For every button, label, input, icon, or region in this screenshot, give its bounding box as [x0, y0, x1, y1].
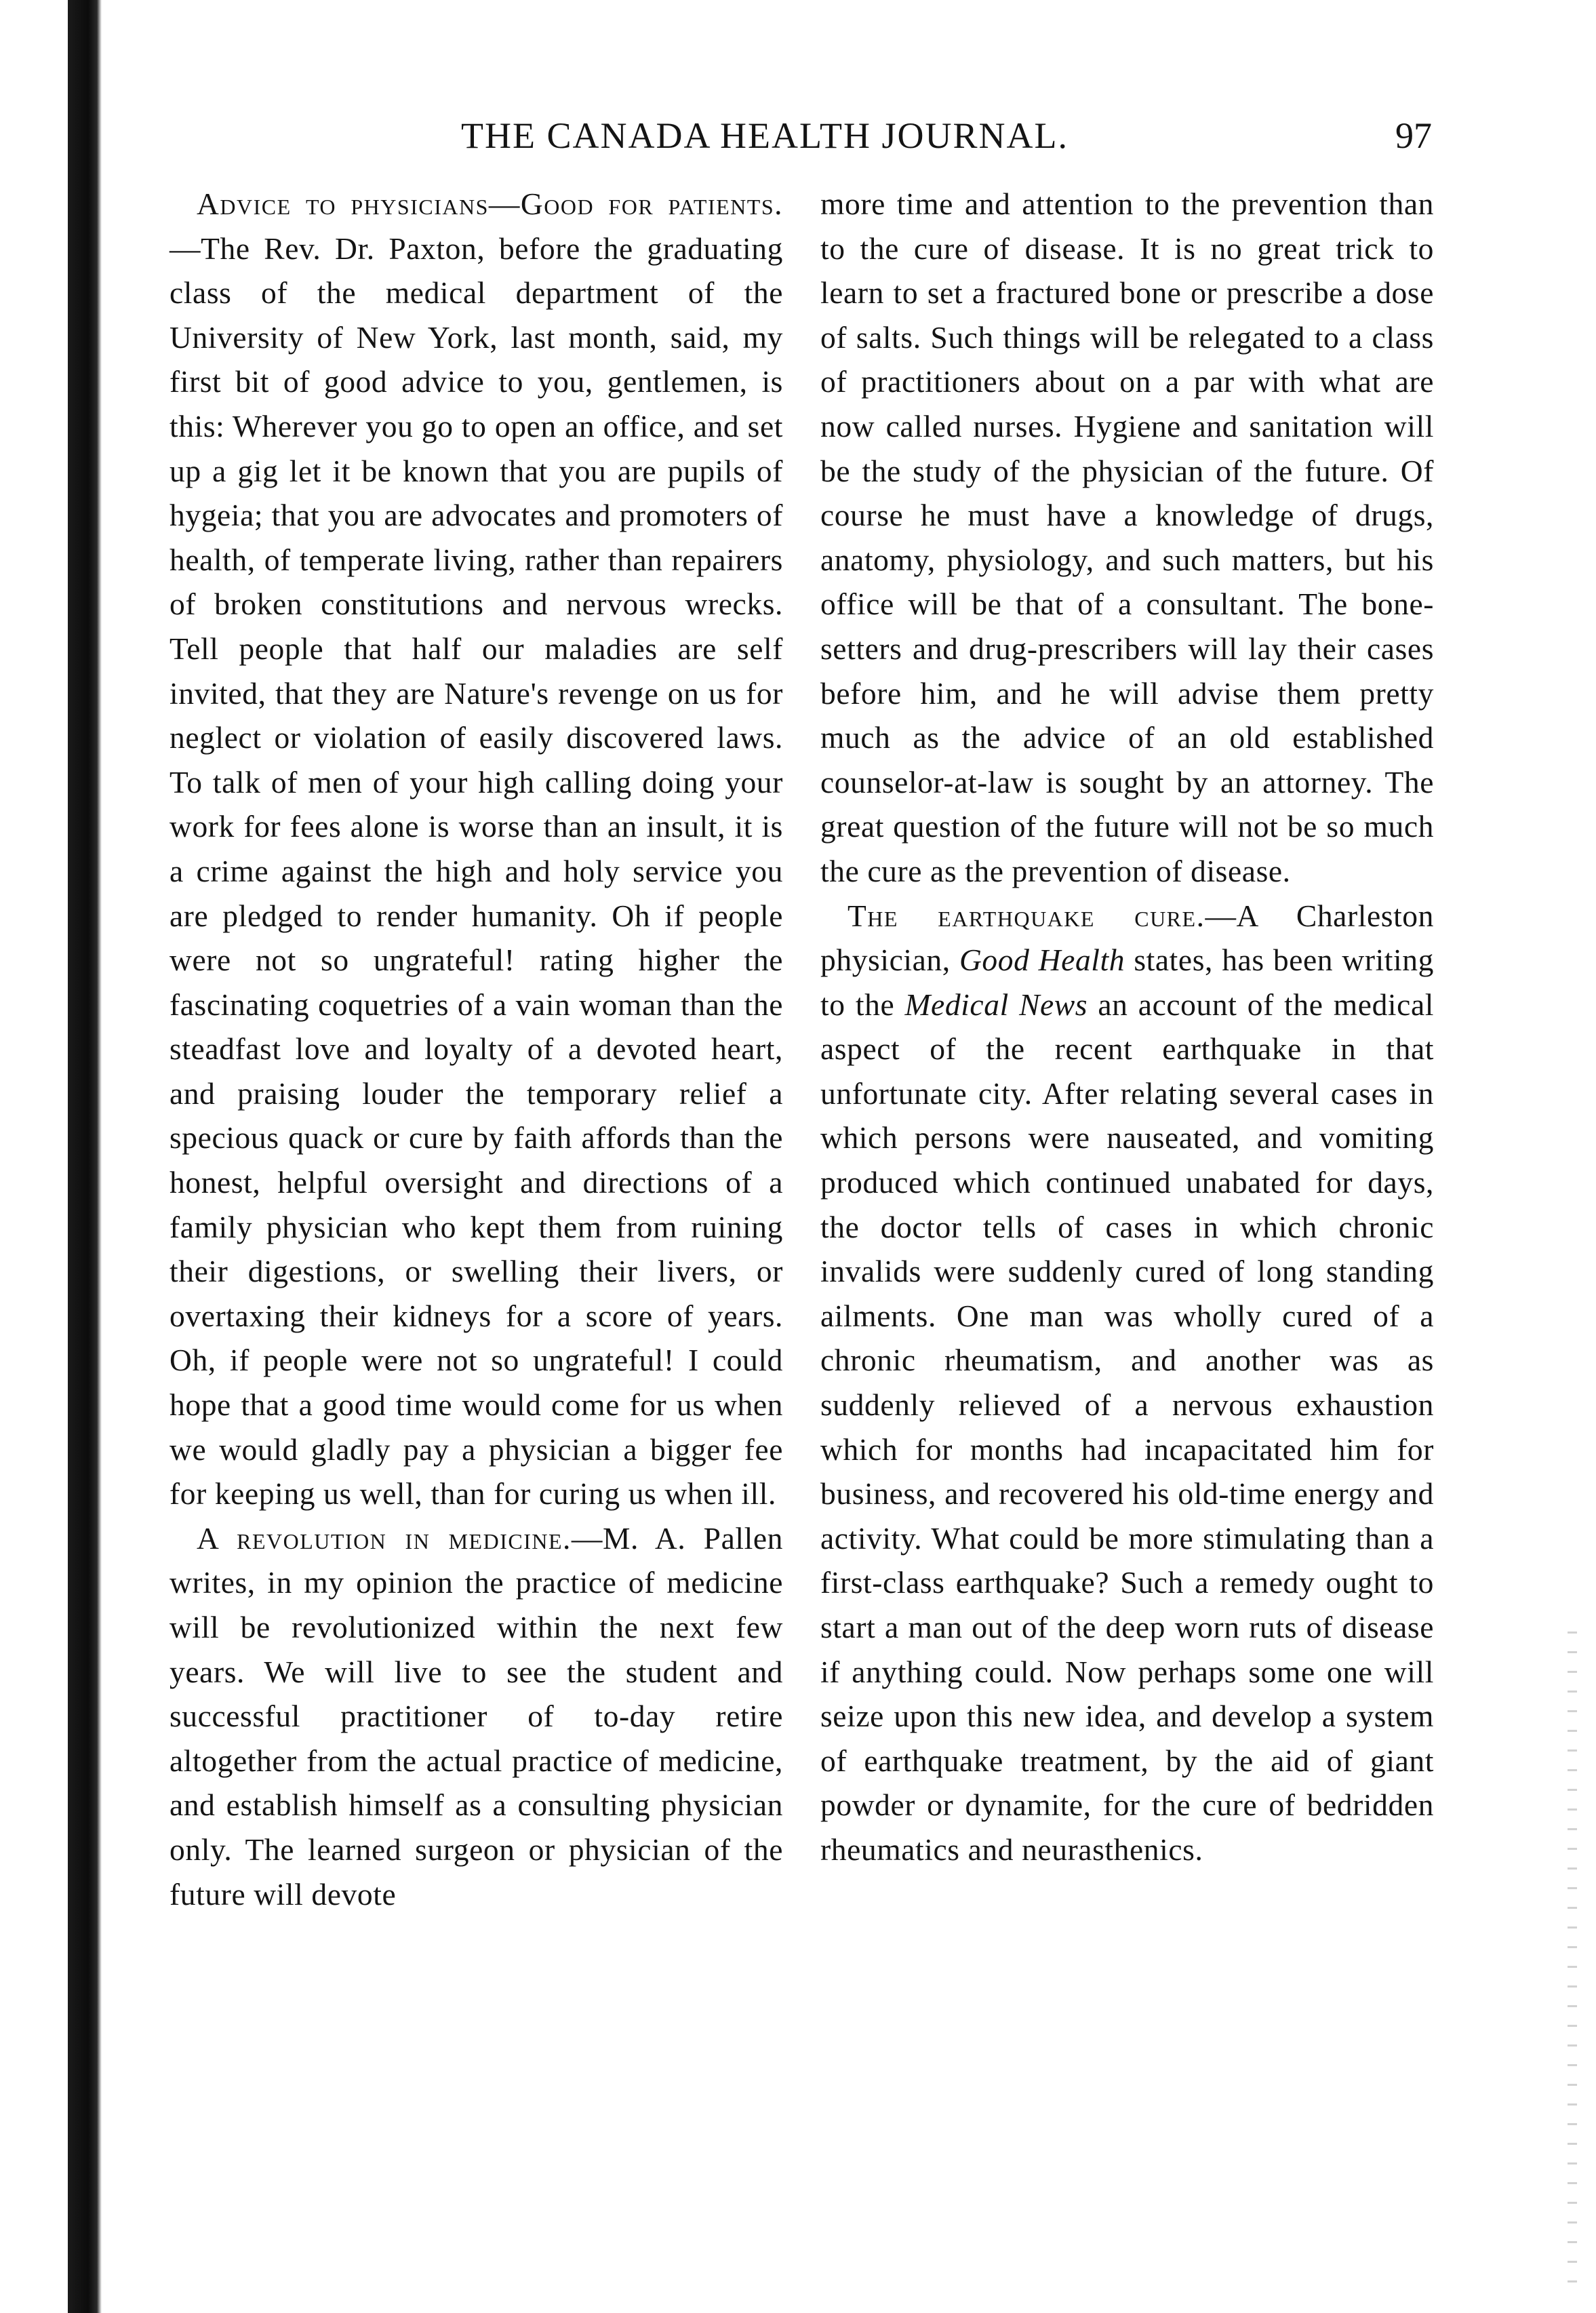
- page-binding-edge: [0, 0, 102, 2313]
- article-body-continued: more time and attention to the prevention than to the cure of disease. It is no great trick to learn to set a fractured bone or prescribe a dose of salts. Such things will be relegated to a class of practitioners about on a par with what are now called nurses. Hygiene and sanitation will be the study of the physician of the future. Of course he must have a knowledge of drugs, anatomy, physiology, and such matters, but his office will be that of a consultant. The bone-setters and drug-prescribers will lay their cases before him, and he will advise them pretty much as the advice of an old established counselor-at-law is sought by an attorney. The great question of the future will not be so much the cure as the prevention of disease.: [820, 186, 1434, 888]
- article-body: —A Charleston physician,: [820, 898, 1435, 978]
- article-body: an account of the medical aspect of the recent earthquake in that unfortunate city. After relating several cases in which persons were nauseated, and vomiting produced which continued unabated for days, the doctor tells of cases in which chronic invalids were suddenly cured of long standing ailments. One man was wholly cured of a chronic rheumatism, and another was as suddenly relieved of a nervous exhaustion which for months had incapacitated him for business, and recovered his old-time energy and activity. What could be more stimulating than a first-class earthquake? Such a remedy ought to start a man out of the deep worn ruts of disease if anything could. Now perhaps some one will seize upon this new idea, and develop a system of earthquake treatment, by the aid of giant powder or dynamite, for the cure of bedridden rheumatics and neurasthenics.: [820, 987, 1434, 1867]
- article-body: —M. A. Pallen writes, in my opinion the practice of medicine will be revolutionized within the next few years. We will live to see the student and successful practitioner of to-day retire altogether from the actual practice of medicine, and establish himself as a consulting physician only. The learned surgeon or physician of the future will devote: [169, 1520, 783, 1912]
- article-body: —The Rev. Dr. Paxton, before the graduating class of the medical department of the University of New York, last month, said, my first bit of good advice to you, gentlemen, is this: Wherever you go to open an office, and set up a gig let it be known that you are pupils of hygeia; that you are advocates and promoters of health, of temperate living, rather than repairers of broken constitutions and nervous wrecks. Tell people that half our maladies are self invited, that they are Nature's revenge on us for neglect or violation of easily discovered laws. To talk of men of your high calling doing your work for fees alone is worse than an insult, it is a crime against the high and holy service you are pledged to render humanity. Oh if people were not so ungrateful! rating higher the fascinating coquetries of a vain woman than the steadfast love and loyalty of a devoted heart, and praising louder the temporary relief a specious quack or cure by faith affords than the honest, helpful oversight and directions of a family physician who kept them from ruining their digestions, or swelling their livers, or overtaxing their kidneys for a score of years. Oh, if people were not so ungrateful! I could hope that a good time would come for us when we would gladly pay a physician a bigger fee for keeping us well, than for curing us when ill.: [169, 231, 783, 1511]
- article-body: states, has been writing to the: [820, 943, 1434, 1022]
- publication-name: Good Health: [959, 943, 1125, 978]
- publication-name: Medical News: [904, 987, 1088, 1022]
- page-edge-specks: [1568, 1614, 1577, 2292]
- article-earthquake-cure: [820, 894, 1434, 1872]
- article-continuation: [820, 182, 1434, 894]
- left-column: [169, 182, 783, 1916]
- journal-title: THE CANADA HEALTH JOURNAL.: [461, 115, 1069, 156]
- article-revolution-in-medicine: [169, 1516, 783, 1916]
- right-column: [820, 182, 1434, 1872]
- article-heading: Advice to physicians—Good for patients.: [197, 186, 783, 221]
- article-heading: The earthquake cure.: [847, 898, 1205, 933]
- page-number: 97: [1395, 115, 1432, 156]
- article-advice-to-physicians: [169, 182, 783, 1516]
- article-heading: A revolution in medicine.: [197, 1520, 572, 1556]
